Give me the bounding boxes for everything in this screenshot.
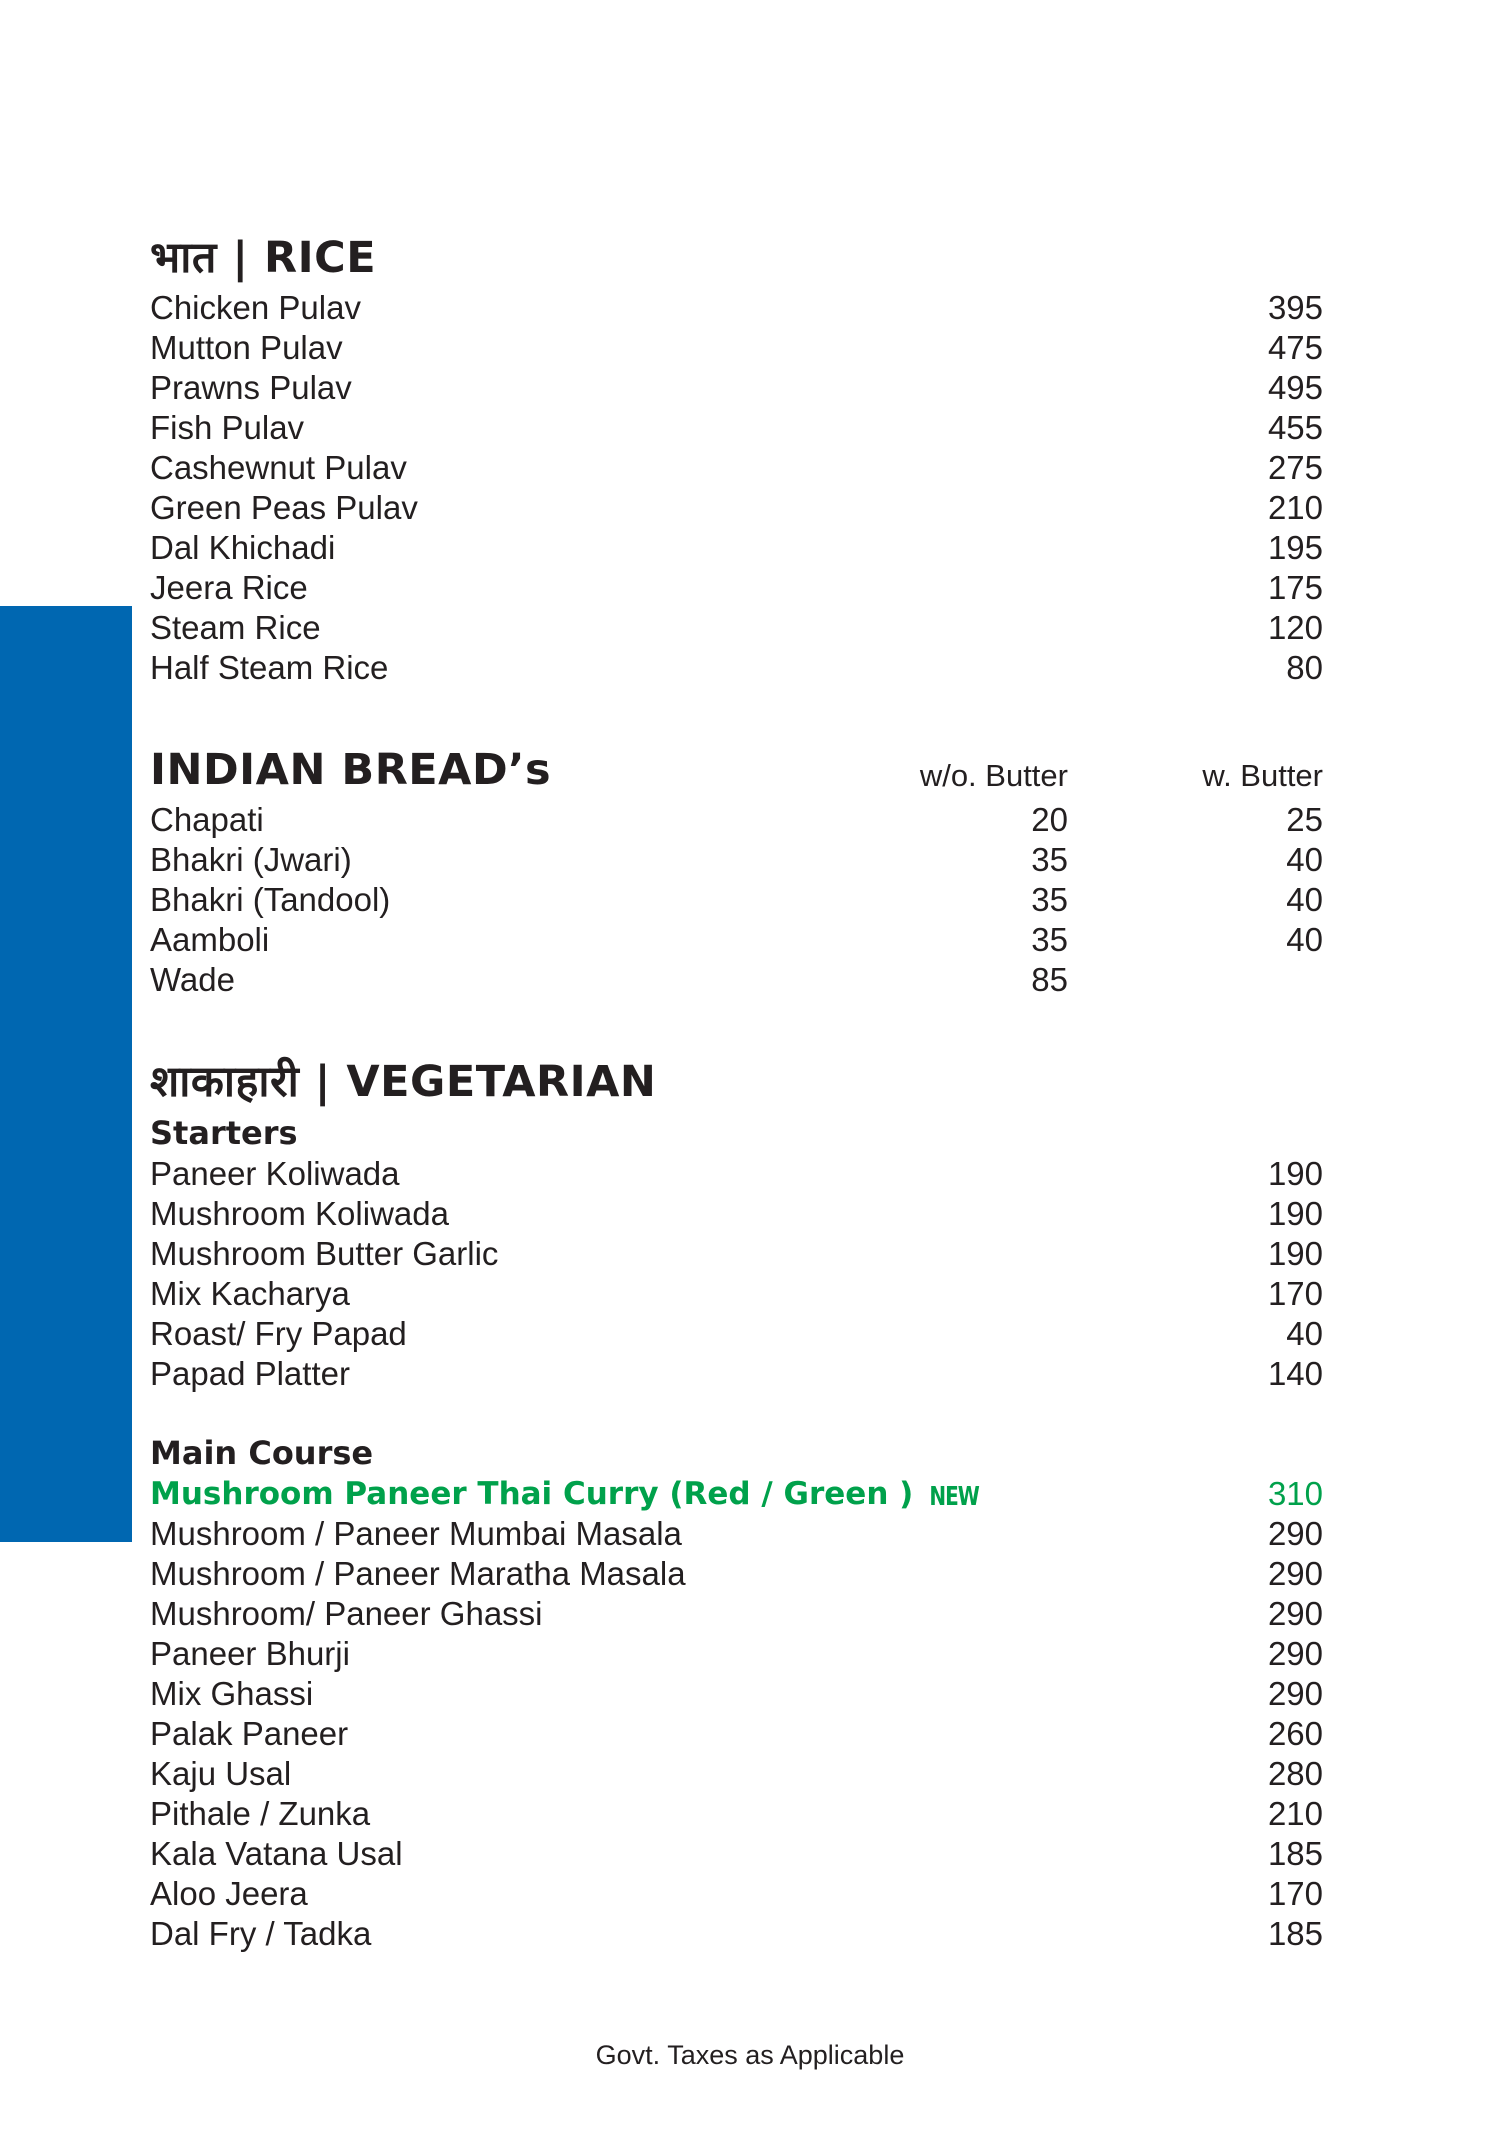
item-price: 290 <box>1267 1675 1323 1712</box>
item-name: Steam Rice <box>150 609 321 646</box>
menu-item <box>150 920 1323 960</box>
item-name: Mushroom / Paneer Mumbai Masala <box>150 1515 682 1552</box>
menu-item <box>150 960 1323 1000</box>
item-name: Kaju Usal <box>150 1755 292 1792</box>
item-price: 195 <box>1267 529 1323 566</box>
price-without-butter: 20 <box>1031 801 1068 838</box>
menu-item <box>150 568 1323 608</box>
menu-item <box>150 1714 1323 1754</box>
menu-item <box>150 608 1323 648</box>
breads-list <box>150 800 1323 1000</box>
item-price: 185 <box>1267 1835 1323 1872</box>
item-name: Dal Khichadi <box>150 529 336 566</box>
item-name: Chapati <box>150 801 264 838</box>
featured-menu-item <box>150 1474 1323 1514</box>
section-spacer <box>150 1394 1323 1432</box>
price-with-butter: 40 <box>1286 881 1323 918</box>
item-price: 170 <box>1267 1875 1323 1912</box>
menu-item <box>150 448 1323 488</box>
item-name: Paneer Koliwada <box>150 1155 400 1192</box>
item-name: Mutton Pulav <box>150 329 343 366</box>
section-spacer <box>150 688 1323 740</box>
item-name: Bhakri (Jwari) <box>150 841 352 878</box>
item-name: Dal Fry / Tadka <box>150 1915 372 1952</box>
menu-item <box>150 1754 1323 1794</box>
item-name: Cashewnut Pulav <box>150 449 407 486</box>
item-name: Bhakri (Tandool) <box>150 881 391 918</box>
item-name <box>150 1476 1163 1512</box>
menu-item <box>150 1314 1323 1354</box>
item-price: 170 <box>1267 1275 1323 1312</box>
item-name: Mushroom/ Paneer Ghassi <box>150 1595 543 1632</box>
column-header-without-butter: w/o. Butter <box>919 758 1068 793</box>
item-name: Roast/ Fry Papad <box>150 1315 407 1352</box>
menu-item <box>150 1354 1323 1394</box>
item-price: 290 <box>1267 1595 1323 1632</box>
menu-item <box>150 1834 1323 1874</box>
item-price: 475 <box>1267 329 1323 366</box>
item-name: Pithale / Zunka <box>150 1795 371 1832</box>
menu-item <box>150 328 1323 368</box>
column-header-with-butter: w. Butter <box>1202 758 1323 793</box>
item-price: 120 <box>1267 609 1323 646</box>
item-price: 190 <box>1267 1235 1323 1272</box>
menu-item <box>150 1274 1323 1314</box>
item-price: 40 <box>1286 1315 1323 1352</box>
item-name: Jeera Rice <box>150 569 308 606</box>
item-name: Green Peas Pulav <box>150 489 418 526</box>
item-price: 260 <box>1267 1715 1323 1752</box>
menu-item <box>150 288 1323 328</box>
menu-item <box>150 1154 1323 1194</box>
item-price: 210 <box>1267 489 1323 526</box>
menu-item <box>150 1514 1323 1554</box>
item-price: 275 <box>1267 449 1323 486</box>
menu-item <box>150 1914 1323 1954</box>
section-title-breads: INDIAN BREAD’s <box>150 745 552 795</box>
price-with-butter: 40 <box>1286 921 1323 958</box>
menu-item <box>150 488 1323 528</box>
item-price: 310 <box>1267 1475 1323 1512</box>
item-price: 290 <box>1267 1635 1323 1672</box>
menu-item <box>150 1594 1323 1634</box>
item-price: 290 <box>1267 1555 1323 1592</box>
price-with-butter: 25 <box>1286 801 1323 838</box>
section-title-vegetarian: शाकाहारी | VEGETARIAN <box>150 1057 657 1107</box>
menu-item <box>150 840 1323 880</box>
starters-list <box>150 1154 1323 1394</box>
price-with-butter: 40 <box>1286 841 1323 878</box>
item-name: Fish Pulav <box>150 409 305 446</box>
item-name: Half Steam Rice <box>150 649 389 686</box>
item-price: 175 <box>1267 569 1323 606</box>
section-title-rice: भात | RICE <box>150 233 377 283</box>
item-price: 190 <box>1267 1195 1323 1232</box>
item-price: 495 <box>1267 369 1323 406</box>
price-without-butter: 35 <box>1031 881 1068 918</box>
item-price: 190 <box>1267 1155 1323 1192</box>
item-name: Mix Ghassi <box>150 1675 314 1712</box>
item-price: 455 <box>1267 409 1323 446</box>
menu-item <box>150 648 1323 688</box>
menu-item <box>150 408 1323 448</box>
item-price: 185 <box>1267 1915 1323 1952</box>
item-price: 140 <box>1267 1355 1323 1392</box>
item-price: 290 <box>1267 1515 1323 1552</box>
featured-item-name: Mushroom Paneer Thai Curry (Red / Green ) <box>150 1476 914 1512</box>
menu-item <box>150 1634 1323 1674</box>
item-price: 210 <box>1267 1795 1323 1832</box>
taxes-note: Govt. Taxes as Applicable <box>595 2040 905 2070</box>
menu-item <box>150 1234 1323 1274</box>
price-without-butter: 35 <box>1031 921 1068 958</box>
menu-item <box>150 368 1323 408</box>
price-without-butter: 85 <box>1031 961 1068 998</box>
item-name: Mushroom / Paneer Maratha Masala <box>150 1555 686 1592</box>
menu-item <box>150 528 1323 568</box>
menu-item <box>150 1794 1323 1834</box>
item-name: Mix Kacharya <box>150 1275 350 1312</box>
item-price: 280 <box>1267 1755 1323 1792</box>
item-name: Palak Paneer <box>150 1715 349 1752</box>
item-price: 80 <box>1286 649 1323 686</box>
menu-item <box>150 800 1323 840</box>
menu-item <box>150 880 1323 920</box>
item-name: Paneer Bhurji <box>150 1635 350 1672</box>
item-name: Wade <box>150 961 235 998</box>
item-price: 395 <box>1267 289 1323 326</box>
breads-header <box>150 740 1323 800</box>
item-name: Mushroom Koliwada <box>150 1195 449 1232</box>
subheading-starters: Starters <box>150 1114 298 1152</box>
item-name: Papad Platter <box>150 1355 350 1392</box>
item-name: Aloo Jeera <box>150 1875 308 1912</box>
menu-item <box>150 1674 1323 1714</box>
menu-item <box>150 1554 1323 1594</box>
main-course-list <box>150 1474 1323 1954</box>
price-without-butter: 35 <box>1031 841 1068 878</box>
item-name: Kala Vatana Usal <box>150 1835 403 1872</box>
section-spacer <box>150 1000 1323 1052</box>
menu-item <box>150 1194 1323 1234</box>
item-name: Aamboli <box>150 921 270 958</box>
subheading-main-course: Main Course <box>150 1434 374 1472</box>
side-accent-bar <box>0 606 132 1542</box>
new-badge: NEW <box>929 1479 979 1512</box>
item-name: Mushroom Butter Garlic <box>150 1235 499 1272</box>
item-name: Prawns Pulav <box>150 369 352 406</box>
item-name: Chicken Pulav <box>150 289 361 326</box>
menu-item <box>150 1874 1323 1914</box>
menu-page <box>150 228 1323 1954</box>
rice-list <box>150 288 1323 688</box>
